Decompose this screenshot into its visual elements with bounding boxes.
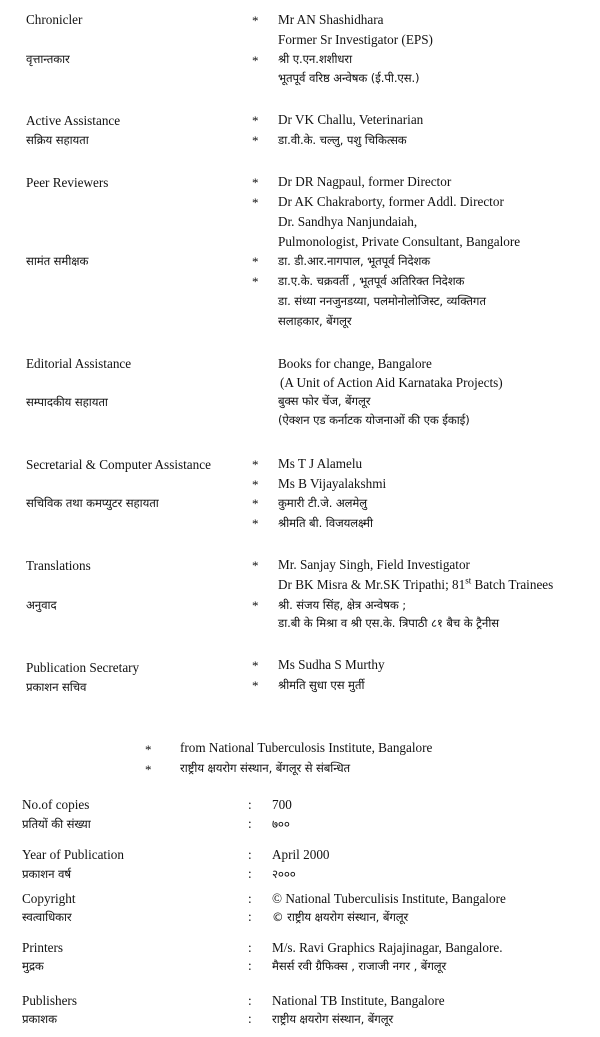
bullet: * — [252, 133, 259, 148]
active-assistance-value: Dr VK Challu, Veterinarian — [278, 112, 424, 127]
bullet: * — [252, 516, 259, 531]
copies-value-hindi: ७०० — [272, 817, 290, 831]
colon: : — [248, 993, 252, 1008]
bullet: * — [252, 175, 259, 190]
colon: : — [248, 847, 252, 862]
peer-reviewer-3: Dr. Sandhya Nanjundaiah, — [278, 214, 418, 229]
printers-value: M/s. Ravi Graphics Rajajinagar, Bangalore. — [272, 940, 503, 955]
translations-label: Translations — [26, 558, 91, 573]
bullet: * — [252, 496, 259, 511]
colon: : — [248, 891, 252, 906]
copies-label-hindi: प्रतियों की संख्या — [22, 817, 91, 831]
copyright-value-hindi: © राष्ट्रीय क्षयरोग संस्थान, बेंगलूर — [272, 910, 409, 924]
chronicler-label-hindi: वृत्तान्तकार — [26, 52, 70, 66]
bullet: * — [252, 13, 259, 28]
publication-secretary-label: Publication Secretary — [26, 660, 140, 675]
peer-reviewer-1: Dr DR Nagpaul, former Director — [278, 174, 452, 189]
colon: : — [248, 958, 252, 973]
publishers-label-hindi: प्रकाशक — [22, 1012, 57, 1026]
secretarial-assistant-2: Ms B Vijayalakshmi — [278, 476, 387, 491]
peer-reviewers-label: Peer Reviewers — [26, 175, 109, 190]
publishers-value: National TB Institute, Bangalore — [272, 993, 445, 1008]
bullet: * — [252, 195, 259, 210]
year-value-hindi: २००० — [272, 867, 296, 881]
year-label: Year of Publication — [22, 847, 124, 862]
editorial-assistance-detail-hindi: (ऐक्शन एड कर्नाटक योजनाओं की एक ईकाई) — [278, 413, 470, 427]
bullet: * — [252, 598, 259, 613]
translator-1-hindi: श्री. संजय सिंह, क्षेत्र अन्वेषक ; — [278, 598, 407, 612]
bullet: * — [252, 678, 259, 693]
translator-1: Mr. Sanjay Singh, Field Investigator — [278, 557, 470, 572]
bullet: * — [252, 658, 259, 673]
translations-label-hindi: अनुवाद — [26, 598, 57, 612]
printers-value-hindi: मैसर्स रवी ग्रैफिक्स , राजाजी नगर , बेंगलूर — [272, 959, 447, 973]
secretarial-assistant-1: Ms T J Alamelu — [278, 456, 363, 471]
printers-label: Printers — [22, 940, 64, 955]
peer-reviewer-2-hindi: डा.ए.के. चक्रवर्ती , भूतपूर्व अतिरिक्त निदेशक — [278, 274, 465, 288]
editorial-assistance-value: Books for change, Bangalore — [278, 356, 432, 371]
publication-secretary-value-hindi: श्रीमति सुधा एस मुर्ती — [278, 678, 365, 692]
copies-label: No.of copies — [22, 797, 90, 812]
year-value: April 2000 — [272, 847, 330, 862]
colon: : — [248, 1011, 252, 1026]
bullet: * — [252, 113, 259, 128]
bullet: * — [145, 762, 152, 777]
footnote-text: from National Tuberculosis Institute, Bangalore — [180, 740, 433, 755]
active-assistance-label-hindi: सक्रिय सहायता — [26, 133, 89, 147]
copyright-label-hindi: स्वत्वाधिकार — [22, 910, 72, 924]
chronicler-name-hindi: श्री ए.एन.शशीधरा — [278, 52, 353, 66]
colon: : — [248, 909, 252, 924]
translator-2: Dr BK Misra & Mr.SK Tripathi; 81st Batch Trainees — [278, 575, 554, 592]
footnote-text-hindi: राष्ट्रीय क्षयरोग संस्थान, बेंगलूर से संबन्धित — [180, 761, 351, 775]
chronicler-name: Mr AN Shashidhara — [278, 12, 384, 27]
editorial-assistance-value-hindi: बुक्स फोर चेंज, बेंगलूर — [278, 394, 371, 408]
secretarial-assistance-label: Secretarial & Computer Assistance — [26, 457, 211, 472]
publication-secretary-value: Ms Sudha S Murthy — [278, 657, 385, 672]
colon: : — [248, 866, 252, 881]
chronicler-role-hindi: भूतपूर्व वरिष्ठ अन्वेषक (ई.पी.एस.) — [278, 71, 420, 85]
secretarial-assistant-2-hindi: श्रीमति बी. विजयलक्ष्मी — [278, 516, 373, 530]
peer-reviewer-3-detail: Pulmonologist, Private Consultant, Bangalore — [278, 234, 521, 249]
printers-label-hindi: मुद्रक — [22, 959, 44, 973]
peer-reviewer-1-hindi: डा. डी.आर.नागपाल, भूतपूर्व निदेशक — [278, 254, 431, 268]
active-assistance-label: Active Assistance — [26, 113, 121, 128]
peer-reviewers-label-hindi: सामंत समीक्षक — [26, 254, 89, 268]
copyright-label: Copyright — [22, 891, 76, 906]
chronicler-label: Chronicler — [26, 12, 83, 27]
colon: : — [248, 816, 252, 831]
publishers-label: Publishers — [22, 993, 77, 1008]
bullet: * — [252, 477, 259, 492]
peer-reviewer-3-hindi: डा. संध्या ननजुनडय्या, पलमोनोलोजिस्ट, व्यक्तिगत — [278, 294, 486, 308]
translator-2-hindi: डा.बी के मिश्रा व श्री एस.के. त्रिपाठी ८१ बैच के ट्रैनीस — [278, 616, 499, 630]
editorial-assistance-detail: (A Unit of Action Aid Karnataka Projects) — [280, 375, 503, 390]
bullet: * — [145, 742, 152, 757]
peer-reviewer-2: Dr AK Chakraborty, former Addl. Director — [278, 194, 504, 209]
peer-reviewer-3-detail-hindi: सलाहकार, बेंगलूर — [278, 314, 352, 328]
copyright-value: © National Tuberculisis Institute, Bangalore — [272, 891, 506, 906]
bullet: * — [252, 558, 259, 573]
publishers-value-hindi: राष्ट्रीय क्षयरोग संस्थान, बेंगलूर — [272, 1012, 394, 1026]
secretarial-assistant-1-hindi: कुमारी टी.जे. अलमेलु — [278, 496, 367, 510]
colon: : — [248, 940, 252, 955]
editorial-assistance-label: Editorial Assistance — [26, 356, 132, 371]
active-assistance-value-hindi: डा.वी.के. चल्लु, पशु चिकित्सक — [278, 133, 407, 147]
editorial-assistance-label-hindi: सम्पादकीय सहायता — [26, 395, 108, 409]
bullet: * — [252, 457, 259, 472]
year-label-hindi: प्रकाशन वर्ष — [22, 867, 71, 881]
publication-secretary-label-hindi: प्रकाशन सचिव — [26, 680, 87, 694]
secretarial-assistance-label-hindi: सचिविक तथा कमप्युटर सहायता — [26, 496, 159, 510]
bullet: * — [252, 53, 259, 68]
bullet: * — [252, 254, 259, 269]
colon: : — [248, 797, 252, 812]
copies-value: 700 — [272, 797, 292, 812]
chronicler-role: Former Sr Investigator (EPS) — [278, 32, 433, 47]
bullet: * — [252, 274, 259, 289]
